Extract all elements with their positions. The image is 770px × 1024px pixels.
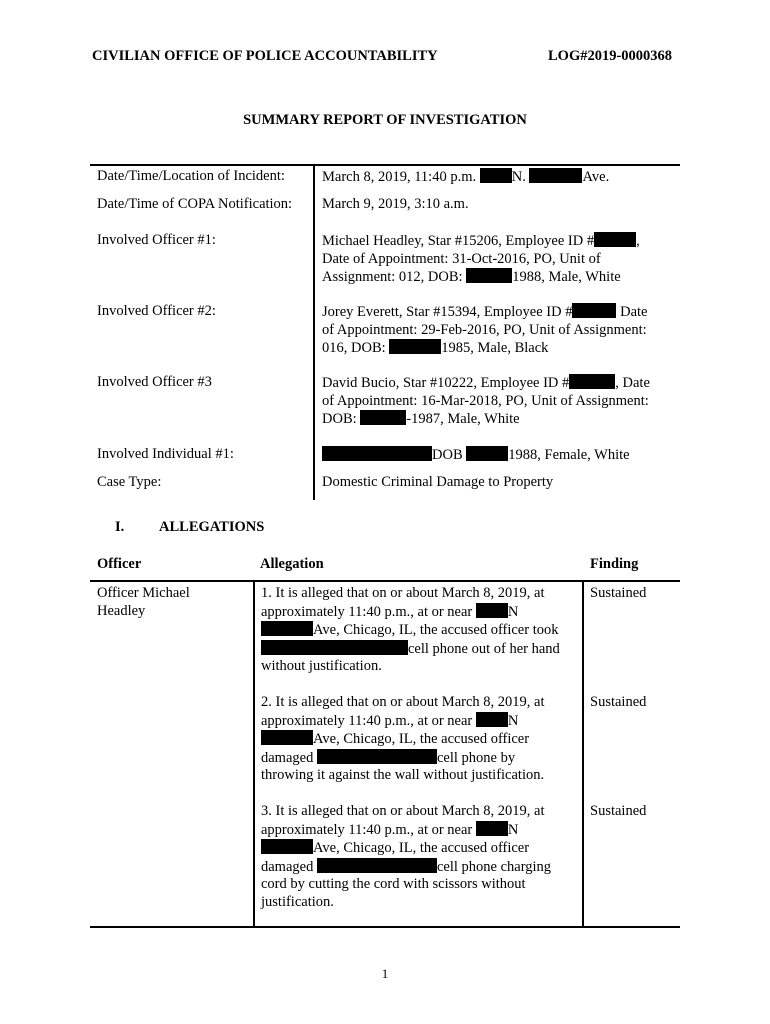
log-number: LOG#2019-0000368 [548,48,673,64]
allegation-line: approximately 11:40 p.m., at or near [261,603,476,620]
officer1-line2: Date of Appointment: 31-Oct-2016, PO, Unit of [322,250,601,267]
allegation-line: approximately 11:40 p.m., at or near [261,821,476,838]
allegation-line-end: cell phone charging [436,858,552,875]
allegation-3 [261,803,551,911]
col-header-finding: Finding [590,556,639,572]
redaction [480,168,512,183]
officer2-value [322,303,647,358]
redaction [261,730,313,745]
agency-header: CIVILIAN OFFICE OF POLICE ACCOUNTABILITY [92,48,438,64]
allegation-line: without justification. [261,658,382,674]
allegation-line: justification. [261,893,334,910]
allegation-2 [261,694,545,785]
table-divider-2 [582,580,584,928]
allegation-line: throwing it against the wall without justification. [261,767,545,783]
allegation-line: 1. It is alleged that on or about March 8, 2019, at [261,585,545,601]
incident-date-text: March 8, 2019, 11:40 p.m. [322,169,480,185]
finding-2: Sustained [590,694,647,710]
incident-label: Date/Time/Location of Incident: [97,168,285,184]
officer3-line3: DOB: [322,411,361,427]
officer3-line1-end: , Date [615,375,650,391]
allegation-line-end: Ave, Chicago, IL, the accused officer [313,840,530,856]
allegation-line-end: Ave, Chicago, IL, the accused officer took [313,622,559,638]
allegation-line-end: cell phone out of her hand [408,640,560,657]
allegation-line: 2. It is alleged that on or about March 8, 2019, at [261,694,545,710]
individual-value [322,446,630,465]
officer-cell-line2: Headley [97,602,146,619]
officer3-line2: of Appointment: 16-Mar-2018, PO, Unit of Assignment: [322,392,649,409]
officer3-value [322,374,650,429]
officer2-line3: 016, DOB: [322,340,390,356]
col-header-officer: Officer [97,556,142,572]
officer3-label: Involved Officer #3 [97,374,212,390]
redaction [261,839,313,854]
info-table-top-rule [90,164,680,166]
redaction [261,640,408,655]
officer-cell-line1: Officer Michael [97,585,190,601]
report-title: SUMMARY REPORT OF INVESTIGATION [243,112,527,128]
individual-dob-rest: 1988, Female, White [508,447,630,463]
incident-street-dir: N. [511,169,530,185]
redaction [466,446,508,461]
redaction [261,621,313,636]
allegation-line: approximately 11:40 p.m., at or near [261,712,476,729]
officer1-line3-end: 1988, Male, White [512,269,621,285]
allegation-line-end: N [507,603,519,620]
finding-3: Sustained [590,803,647,819]
redaction [569,374,615,389]
incident-street-suffix: Ave. [582,169,610,185]
officer3-line3-end: -1987, Male, White [406,411,520,427]
notification-label: Date/Time of COPA Notification: [97,196,293,212]
case-type-value: Domestic Criminal Damage to Property [322,474,554,490]
allegation-line: 3. It is alleged that on or about March 8, 2019, at [261,803,545,819]
table-bottom-rule [90,926,680,928]
redaction [466,268,512,283]
redaction [529,168,582,183]
allegation-1 [261,585,560,676]
redaction [360,410,406,425]
redaction [317,749,437,764]
redaction [322,446,432,461]
redaction [572,303,616,318]
officer1-line3: Assignment: 012, DOB: [322,269,467,285]
case-type-label: Case Type: [97,474,162,490]
finding-1: Sustained [590,585,647,601]
page-number: 1 [381,966,389,981]
officer2-line1: Jorey Everett, Star #15394, Employee ID # [322,304,573,320]
redaction [317,858,437,873]
allegation-line-end: cell phone by [436,749,516,766]
officer1-value [322,232,640,287]
allegation-line: cord by cutting the cord with scissors without [261,876,526,892]
officer2-line2: of Appointment: 29-Feb-2016, PO, Unit of Assignment: [322,321,647,338]
table-divider-1 [253,580,255,928]
officer3-line1: David Bucio, Star #10222, Employee ID # [322,375,570,391]
individual-label: Involved Individual #1: [97,446,234,462]
redaction [594,232,636,247]
individual-dob-label: DOB [432,447,467,463]
section-title: ALLEGATIONS [159,519,265,535]
officer2-line1-end: Date [616,304,648,320]
redaction [476,603,508,618]
info-table-divider [313,164,315,500]
allegation-line-end: N [507,712,519,729]
table-header-rule [90,580,680,582]
allegation-line-end: N [507,821,519,838]
officer-cell [97,585,190,620]
officer2-label: Involved Officer #2: [97,303,216,319]
redaction [389,339,441,354]
redaction [476,821,508,836]
officer1-line1: Michael Headley, Star #15206, Employee ID # [322,233,595,249]
allegation-line: damaged [261,749,317,766]
section-number: I. [115,519,125,535]
officer1-line1-end: , [636,233,640,249]
incident-value [322,168,609,187]
notification-value: March 9, 2019, 3:10 a.m. [322,196,469,212]
allegation-line-end: Ave, Chicago, IL, the accused officer [313,731,530,747]
officer1-label: Involved Officer #1: [97,232,216,248]
officer2-line3-end: 1985, Male, Black [441,340,549,356]
col-header-allegation: Allegation [260,556,324,572]
allegation-line: damaged [261,858,317,875]
redaction [476,712,508,727]
